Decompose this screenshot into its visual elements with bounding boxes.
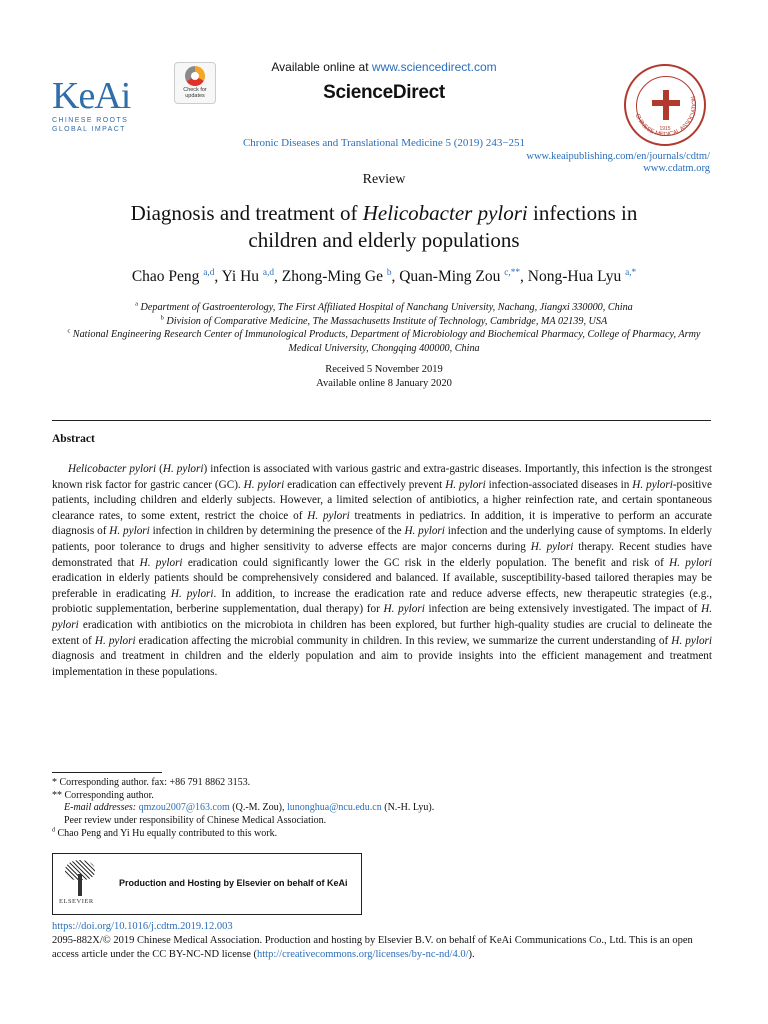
keai-wordmark: KeAi [52,75,131,117]
affiliation: $^a$ Department of Gastroenterology, The First Affiliated Hospital of Nanchang University, Nachang, Jiangxi 330000, China [135,301,633,313]
journal-url[interactable]: www.keaipublishing.com/en/journals/cdtm/ [526,151,710,162]
available-date: Available online 8 January 2020 [316,378,452,389]
elsevier-name: ELSEVIER [59,898,94,905]
email-link-lyu[interactable]: lunonghua@ncu.edu.cn [287,802,382,814]
footnote-corresponding-1: * Corresponding author. fax: +86 791 8862 3153. [52,777,251,788]
hosting-text: Production and Hosting by Elsevier on behalf of KeAi [119,878,348,888]
check-updates-label: Check for updates [183,87,207,99]
abstract-body: Helicobacter pylori (H. pylori) infection is associated with various gastric and extra-gastric diseases. Importantly, this infection is the strongest known risk factor for gastric cancer (GC). H. pylori eradication can effectively prevent H. pylori infection-associated diseases in H. pylori-positive patients, including children and elderly subjects. However, a limited selection of antibiotics, a higher reinfection rate, and certain spontaneous clearance rates, to some extent, restrict the choice of H. pylori treatments in pediatrics. In addition, it is imperative to perform an accurate diagnosis of H. pylori infection in children by determining the presence of the H. pylori infection and the underlying cause of symptoms. In elderly patients, poor tolerance to drugs and higher sensitivity to adverse effects are major concerns during H. pylori therapy. Recent studies have demonstrated that H. pylori eradication could significantly lower the GC risk in the elderly population. The benefit and risk of H. pylori eradication in elderly patients should be comprehensively considered and balanced. If available, susceptibility-based tailored therapies may be preferable in eradicating H. pylori. In addition, to increase the eradication rate and reduce adverse effects, new therapeutic strategies (e.g., probiotic supplementation, berberine supplementation, dual therapy) for H. pylori infection are being extensively investigated. The impact of H. pylori eradication with antibiotics on the microbiota in children has been explored, but further high-quality studies are crucial to delineate the extent of H. pylori eradication affecting the microbial community in children. In this review, we summarize the current understanding of H. pylori diagnosis and treatment in children and the elderly population and aim to provide insights into the efficient management and treatment implementation in these populations. [52,463,713,678]
footnote-divider [52,772,162,773]
seal-ring-text: CHINESE MEDICAL ASSOCIATION [633,95,699,139]
available-online: Available online at www.sciencedirect.com [271,60,497,74]
author: Chao Peng $^{a,d}$ [131,267,215,285]
sciencedirect-link[interactable]: www.sciencedirect.com [371,60,497,74]
doi-link[interactable]: https://doi.org/10.1016/j.cdtm.2019.12.003 [52,921,233,932]
elsevier-hosting-box [52,853,362,915]
affiliations [60,301,708,355]
author: Nong-Hua Lyu $^{a,*}$ [527,267,637,285]
affiliation: $^b$ Division of Comparative Medicine, The Massachusetts Institute of Technology, Cambridge, MA 02139, USA [160,315,608,327]
society-url[interactable]: www.cdatm.org [643,163,710,174]
keai-tagline-1: CHINESE ROOTS [52,117,129,124]
footnote-emails: E-mail addresses: qmzou2007@163.com (Q.-M. Zou), lunonghua@ncu.edu.cn (N.-H. Lyu). [64,802,435,814]
footnote-corresponding-2: ** Corresponding author. [52,789,154,801]
keai-tagline-2: GLOBAL IMPACT [52,126,126,133]
abstract-heading: Abstract [52,433,95,445]
author: Yi Hu $^{a,d}$ [221,267,275,285]
journal-citation[interactable]: Chronic Diseases and Translational Medicine 5 (2019) 243−251 [242,137,526,149]
footnotes [52,777,712,841]
author: Zhong-Ming Ge $^b$ [281,267,392,285]
chinese-medical-association-seal [624,64,706,146]
affiliation: $^c$ National Engineering Research Center of Immunological Products, Department of Microbiology and Biochemical Pharmacy, College of Pharmacy, Army Medical University, Chongqing 400000, China [67,328,701,354]
article-title: Diagnosis and treatment of Helicobacter pylori infections in children and elderly populations [130,201,638,252]
divider [52,420,711,421]
license-link[interactable]: http://creativecommons.org/licenses/by-nc-nd/4.0/ [256,948,469,960]
footnote-peer-review: Peer review under responsibility of Chinese Medical Association. [64,815,327,827]
email-link-zou[interactable]: qmzou2007@163.com [138,802,230,814]
sciencedirect-wordmark: ScienceDirect [323,82,445,103]
author-list: Chao Peng $^{a,d}$, Yi Hu $^{a,d}$, Zhong-Ming Ge $^b$, Quan-Ming Zou $^{c,**}$, Nong-Hua Lyu $^{a,*}$ [131,267,637,285]
article-dates [0,363,768,391]
seal-year: 1915 [659,126,671,132]
received-date: Received 5 November 2019 [325,364,443,375]
author: Quan-Ming Zou $^{c,**}$ [399,267,521,285]
footnote-equal-contribution: $^d$ Chao Peng and Yi Hu equally contributed to this work. [52,827,278,839]
copyright-notice: 2095-882X/© 2019 Chinese Medical Association. Production and hosting by Elsevier B.V. on behalf of KeAi Communications Co., Ltd. This is an open access article under the CC BY-NC-ND license (http://creativecommons.org/licenses/by-nc-nd/4.0/). [52,935,693,960]
article-type: Review [362,172,406,187]
elsevier-tree-icon [63,860,97,896]
